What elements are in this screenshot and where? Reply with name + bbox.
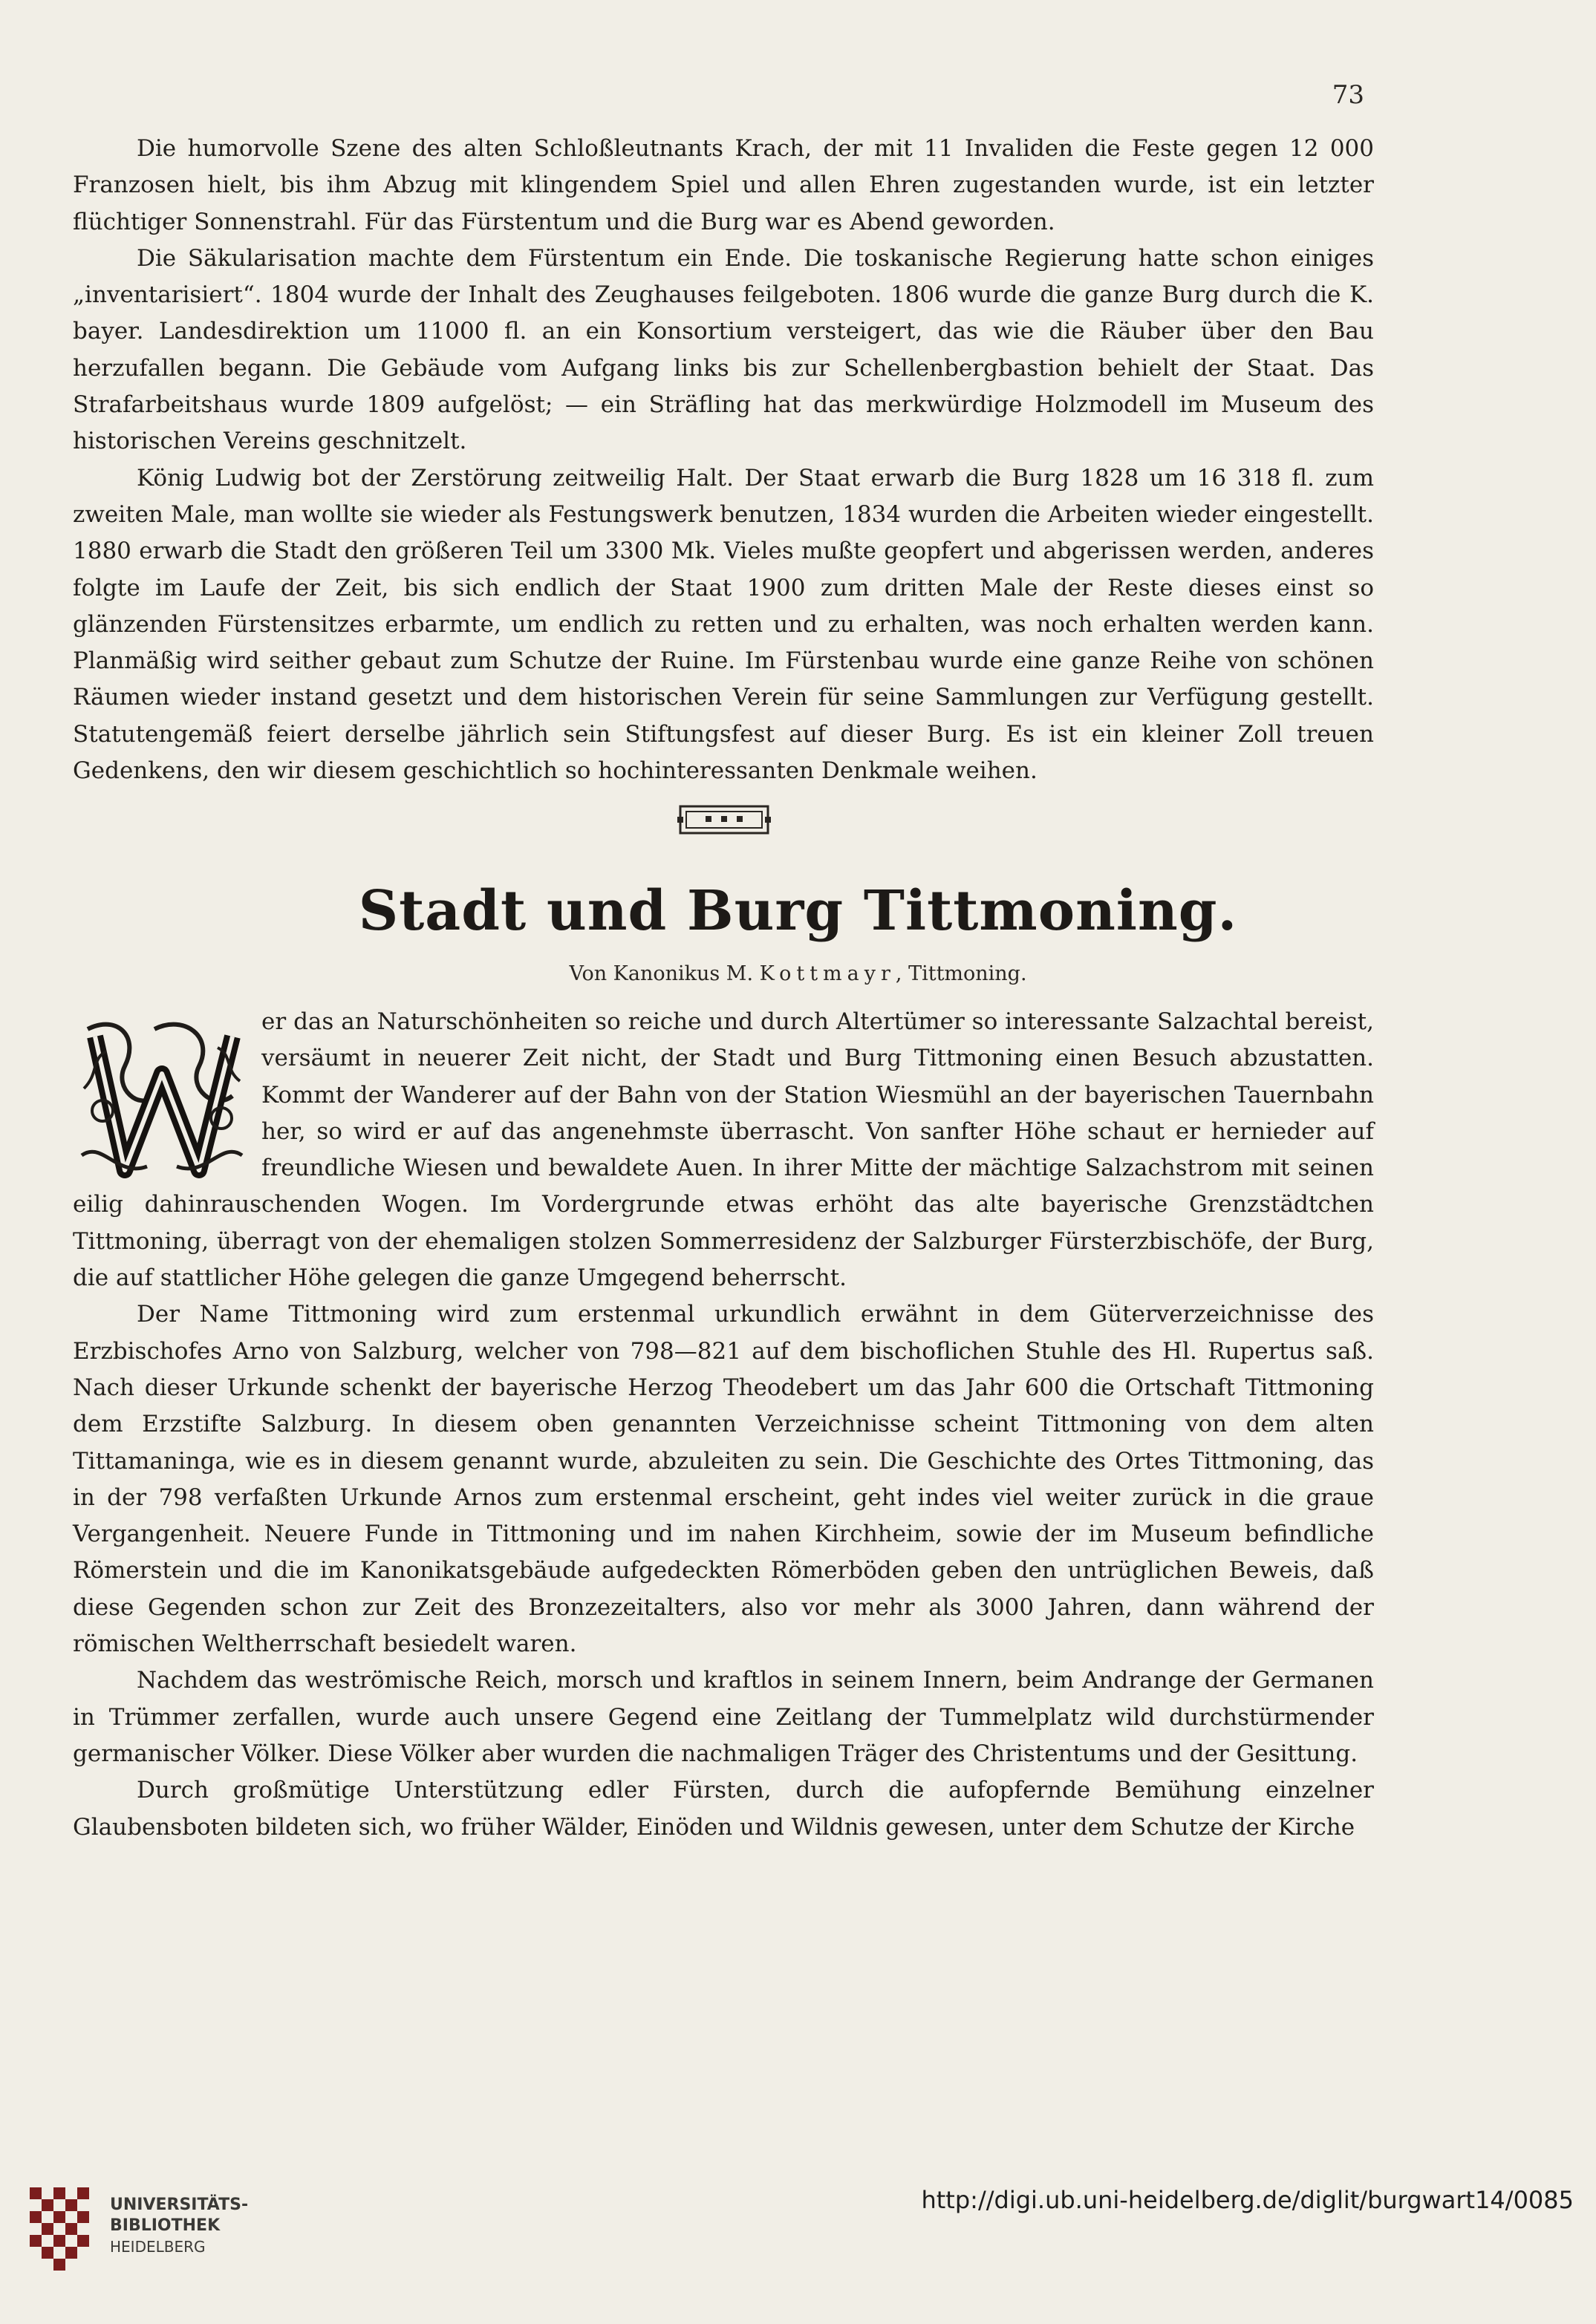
paragraph <box>73 1004 1374 1296</box>
source-url[interactable]: http://digi.ub.uni-heidelberg.de/diglit/burgwart14/0085 <box>921 2186 1574 2214</box>
paragraph: Die Säkularisation machte dem Fürstentum ein Ende. Die toskanische Regierung hatte schon einiges „inventarisiert“. 1804 wurde der Inhalt des Zeughauses feilgeboten. 1806 wurde die ganze Burg durch die K. bayer. Landesdirektion um 11000 fl. an ein Konsortium versteigert, das wie die Räuber über den Bau herzufallen begann. Die Gebäude vom Aufgang links bis zur Schellenbergbastion behielt der Staat. Das Strafarbeitshaus wurde 1809 aufgelöst; — ein Sträfling hat das merkwürdige Holzmodell im Museum des historischen Vereins geschnitzelt. <box>73 244 1374 455</box>
paragraph: Die humorvolle Szene des alten Schloßleutnants Krach, der mit 11 Invaliden die Feste gegen 12 000 Franzosen hielt, bis ihm Abzug mit klingendem Spiel und allen Ehren zugestanden wurde, ist ein letzter flüchtiger Sonnenstrahl. Für das Fürstentum und die Burg war es Abend geworden. <box>73 135 1374 235</box>
library-name-line2: BIBLIOTHEK <box>110 2216 221 2235</box>
paragraph: Durch großmütige Unterstützung edler Fürsten, durch die aufopfernde Bemühung einzelner Glaubensboten bildeten sich, wo früher Wälder, Einöden und Wildnis gewesen, unter dem Schutze der Kirche <box>73 1777 1374 1841</box>
first-paragraph-text: er das an Naturschönheiten so reiche und durch Altertümer so interessante Salzachtal bereist, versäumt in neuerer Zeit nicht, der Stadt und Burg Tittmoning einen Besuch abzustatten. Kommt der Wanderer auf der Bahn von der Station Wiesmühl an der bayerischen Tauernbahn her, so wird er auf das angenehmste überrascht. Von sanfter Höhe schaut er hernieder auf freundliche Wiesen und bewaldete Auen. In ihrer Mitte der mächtige Salzachstrom mit seinen eilig dahinrauschenden Wogen. Im Vordergrunde etwas erhöht das alte bayerische Grenzstädtchen Tittmoning, überragt von der ehemaligen stolzen Sommerresidenz der Salzburger Fürsterzbischöfe, der Burg, die auf stattlicher Höhe gelegen die ganze Umgegend beherrscht. <box>73 1008 1374 1292</box>
previous-article-ending <box>73 131 1374 789</box>
paragraph: König Ludwig bot der Zerstörung zeitweilig Halt. Der Staat erwarb die Burg 1828 um 16 318 fl. zum zweiten Male, man wollte sie wieder als Festungswerk benutzen, 1834 wurden die Arbeiten wieder eingestellt. 1880 erwarb die Stadt den größeren Teil um 3300 Mk. Vieles mußte geopfert und abgerissen werden, anderes folgte im Laufe der Zeit, bis sich endlich der Staat 1900 zum dritten Male der Reste dieses einst so glänzenden Fürstensitzes erbarmte, um endlich zu retten und zu erhalten, was noch erhalten werden kann. Planmäßig wird seither gebaut zum Schutze der Ruine. Im Fürstenbau wurde eine ganze Reihe von schönen Räumen wieder instand gesetzt und dem historischen Verein für seine Sammlungen zur Verfügung gestellt. Statutengemäß feiert derselbe jährlich sein Stiftungsfest auf dieser Burg. Es ist ein kleiner Zoll treuen Gedenkens, den wir diesem geschichtlich so hochinteressanten Denkmale weihen. <box>73 464 1374 785</box>
library-name <box>110 2195 248 2257</box>
library-logo-icon <box>22 2183 97 2272</box>
byline <box>0 962 1596 985</box>
paragraph: Der Name Tittmoning wird zum erstenmal urkundlich erwähnt in dem Güterverzeichnisse des Erzbischofes Arno von Salzburg, welcher von 798—821 auf dem bischoflichen Stuhle des Hl. Rupertus saß. Nach dieser Urkunde schenkt der bayerische Herzog Theodebert um das Jahr 600 die Ortschaft Tittmoning dem Erzstifte Salzburg. In diesem oben genannten Verzeichnisse scheint Tittmoning von dem alten Tittamaninga, wie es in diesem genannt wurde, abzuleiten zu sein. Die Geschichte des Ortes Tittmoning, das in der 798 verfaßten Urkunde Arnos zum erstenmal erscheint, geht indes viel weiter zurück in die graue Vergangenheit. Neuere Funde in Tittmoning und im nahen Kirchheim, sowie der im Museum befindliche Römerstein und die im Kanonikatsgebäude aufgedeckten Römerböden geben den untrüglichen Beweis, daß diese Gegenden schon zur Zeit des Bronzezeitalters, also vor mehr als 3000 Jahren, dann während der römischen Weltherrschaft besiedelt waren. <box>73 1301 1374 1658</box>
article-body <box>73 1004 1374 1846</box>
library-name-line1: UNIVERSITÄTS- <box>110 2196 249 2214</box>
byline-suffix: , Tittmoning. <box>895 962 1027 985</box>
ornament-separator-icon <box>676 803 772 836</box>
byline-author: Kottmayr <box>759 962 896 985</box>
article-title: Stadt und Burg Tittmoning. <box>358 879 1238 943</box>
library-name-line3: HEIDELBERG <box>110 2238 206 2256</box>
byline-prefix: Von Kanonikus M. <box>569 962 754 985</box>
page-number: 73 <box>1332 80 1364 110</box>
dropcap-W-icon <box>73 1007 251 1187</box>
paragraph: Nachdem das weströmische Reich, morsch und kraftlos in seinem Innern, beim Andrange der Germanen in Trümmer zerfallen, wurde auch unsere Gegend eine Zeitlang der Tummelplatz wild durchstürmender germanischer Völker. Diese Völker aber wurden die nachmaligen Träger des Christentums und der Gesittung. <box>73 1667 1374 1767</box>
